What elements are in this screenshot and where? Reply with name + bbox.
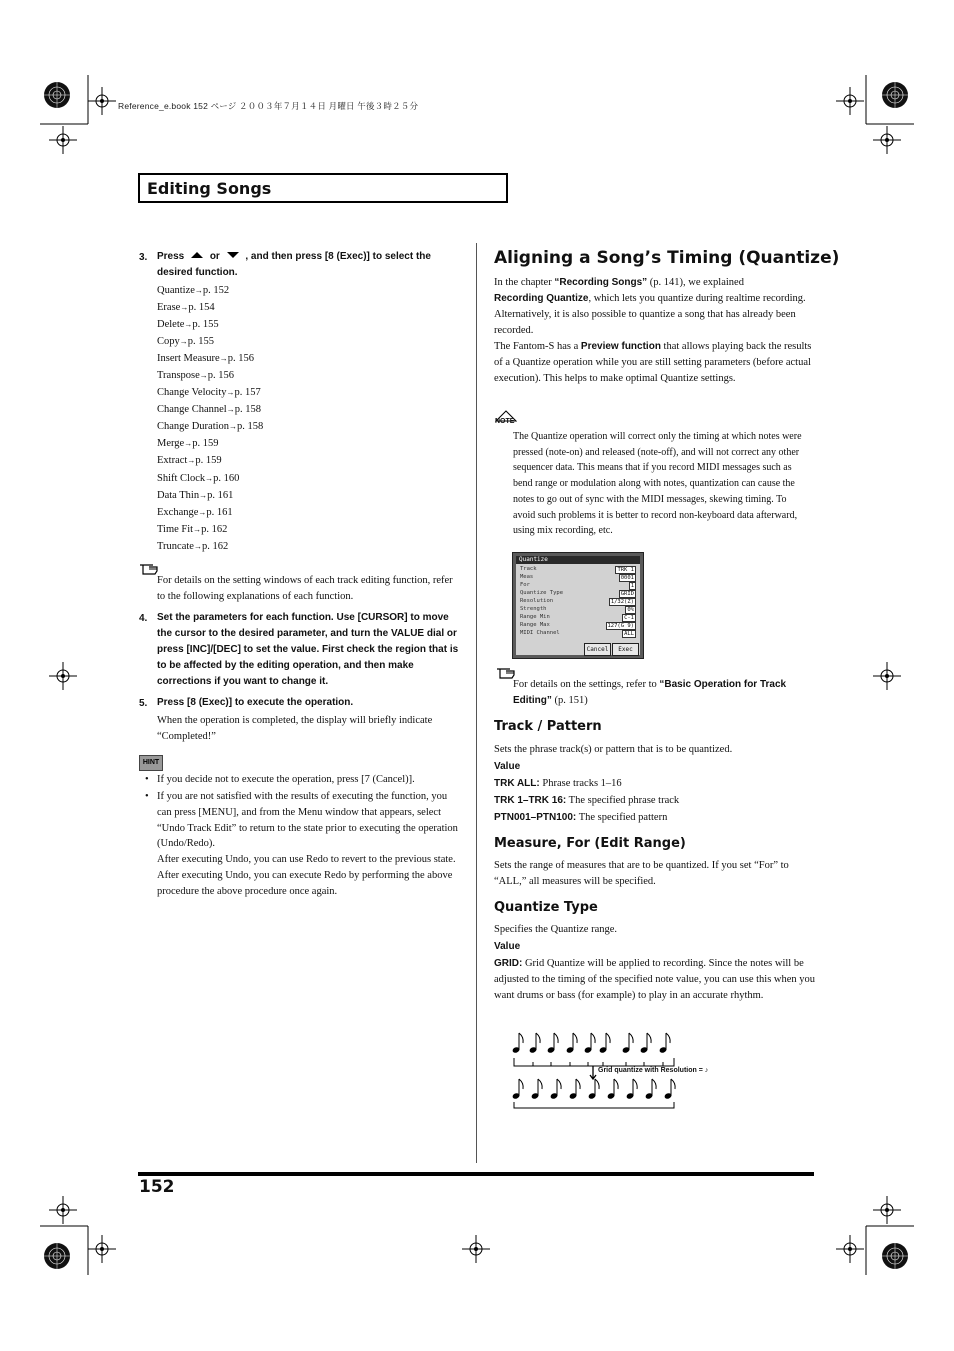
grid-desc: GRID: Grid Quantize will be applied to recording. Since the notes will be adjusted to the timing of the specified note value, you can use this when you want drums or bass (for example) to play in an accurate rhythm. — [494, 958, 816, 1001]
unquantized-note — [622, 1033, 633, 1054]
screen-param-label: For — [520, 582, 530, 588]
function-list-item: Change Duration→p. 158 — [157, 421, 264, 433]
note-text: The Quantize operation will correct only the timing at which notes were pressed (note-on) and released (note-off), and will not correct any other sequencer data. This means that if you record MIDI messages such as bend range or modulation along with notes, quantization can cause the notes to go out of sync with the MIDI messages, skewing timing. To avoid such problems it is better to record non-keyboard data afterward, using mix recording, etc. — [513, 431, 802, 537]
screen-title: Quantize — [516, 556, 640, 564]
track-desc: Sets the phrase track(s) or pattern that is to be quantized. — [494, 744, 733, 755]
screen-param-value: 0% — [627, 607, 634, 613]
qtype-value-label: Value — [494, 941, 521, 952]
measure-bracket — [514, 1058, 674, 1066]
quantized-note — [531, 1079, 542, 1100]
arrow-icon: → — [180, 303, 189, 313]
arrow-icon: → — [229, 422, 238, 432]
function-list-item: Time Fit→p. 162 — [157, 523, 228, 535]
arrow-icon: → — [179, 337, 188, 347]
track-value-label: Value — [494, 761, 521, 772]
diagram-caption: Grid quantize with Resolution = ♪ — [598, 1067, 709, 1074]
arrow-icon: → — [193, 541, 202, 551]
quantized-note — [626, 1079, 637, 1100]
measure-desc: Sets the range of measures that are to be quantized. If you set “For” to “ALL,” all measures will be specified. — [494, 860, 789, 887]
arrow-icon: → — [184, 320, 193, 330]
footer-rule — [138, 1172, 814, 1176]
trk-range-row: TRK 1–TRK 16: The specified phrase track — [494, 795, 680, 806]
note-badge: NOTE — [495, 410, 517, 428]
qtype-desc: Specifies the Quantize range. — [494, 924, 618, 935]
unquantized-note — [584, 1033, 595, 1054]
function-list-item: Exchange→p. 161 — [157, 506, 233, 518]
quantized-note — [664, 1079, 675, 1100]
screen-param-label: Track — [520, 566, 537, 572]
quantized-note — [645, 1079, 656, 1100]
arrow-icon: → — [199, 371, 208, 381]
step-4-text: Set the parameters for each function. Use [CURSOR] to move the cursor to the desired parameter, and turn the VALUE dial or press [INC]/[DEC] to set the value. First check the region that is to be affected by the editing operation, and then make corrections if you want to change it. — [157, 612, 459, 687]
arrow-icon: → — [226, 388, 235, 398]
arrow-icon: → — [194, 286, 203, 295]
function-list-item: Extract→p. 159 — [157, 455, 222, 467]
screen-param-label: Resolution — [520, 598, 554, 604]
function-list-item: Merge→p. 159 — [157, 438, 219, 450]
arrow-icon: → — [187, 456, 196, 466]
screen-param-value: 0001 — [620, 575, 634, 581]
arrow-icon: → — [198, 507, 207, 517]
quantized-note — [607, 1079, 618, 1100]
ptn-range-row: PTN001–PTN100: The specified pattern — [494, 812, 668, 823]
step-5-body: When the operation is completed, the display will briefly indicate “Completed!” — [157, 715, 433, 742]
screen-param-label: Range Min — [520, 614, 550, 620]
step-4-number: 4. — [139, 613, 148, 624]
function-list-item: Truncate→p. 162 — [157, 540, 229, 552]
function-list-item: Change Velocity→p. 157 — [157, 387, 261, 399]
screen-param-value: 127(G 9) — [607, 623, 634, 629]
unquantized-note — [547, 1033, 558, 1054]
arrow-icon: → — [184, 439, 193, 449]
section-title: Editing Songs — [147, 179, 272, 198]
screen-param-label: MIDI Channel — [520, 630, 560, 636]
quantized-note — [569, 1079, 580, 1100]
screen-param-label: Range Max — [520, 622, 550, 628]
function-list-item: Shift Clock→p. 160 — [157, 472, 240, 484]
arrow-icon: → — [193, 524, 202, 534]
step-3-number: 3. — [139, 252, 148, 263]
page-number: 152 — [139, 1177, 175, 1197]
function-list-item: Insert Measure→p. 156 — [157, 353, 254, 365]
ref-note: For details on the setting windows of each track editing function, refer to the following explanations of each function. — [157, 575, 453, 602]
screen-param-value: 1/32(Z) — [610, 599, 634, 605]
step-5-text: Press [8 (Exec)] to execute the operation. — [157, 697, 354, 708]
function-list-item: Erase→p. 154 — [157, 302, 215, 314]
function-list-item: Quantize→p. 152 — [157, 285, 230, 296]
screen-exec-button: Exec — [612, 643, 639, 656]
down-arrow-icon — [226, 251, 240, 259]
screen-param-label: Meas — [520, 574, 534, 580]
file-header: Reference_e.book 152 ページ ２００３年７月１４日 月曜日 午後３時２５分 — [118, 101, 419, 111]
screen-param-value: GRID — [620, 591, 634, 597]
screen-param-value: ALL — [624, 631, 634, 637]
function-list-item: Delete→p. 155 — [157, 319, 219, 331]
unquantized-note — [599, 1033, 610, 1054]
step-5-number: 5. — [139, 698, 148, 709]
step-3-text: Press or , and then press [8 (Exec)] to select the desired function. — [157, 251, 431, 278]
hint-item-2: • If you are not satisfied with the results of executing the function, you can press [MENU], and from the Menu window that appears, select “Undo Track Edit” to return to the state prior to executing the operation (Undo/Redo). After executing Undo, you can use Redo to revert to the previous state. After executing Undo, you can execute Redo by performing the above procedure the above procedure once again. — [145, 791, 458, 897]
measure-bracket-2 — [514, 1102, 674, 1108]
section-title-box — [138, 173, 508, 203]
hint-badge: HINT — [139, 755, 163, 771]
function-list-item: Transpose→p. 156 — [157, 370, 235, 382]
heading-quantize-type: Quantize Type — [494, 900, 598, 915]
screen-param-value: C-1 — [624, 615, 634, 621]
hint-item-1: • If you decide not to execute the operation, press [7 (Cancel)]. — [145, 774, 415, 785]
screen-param-value: 1 — [630, 583, 634, 589]
screen-param-label: Strength — [520, 606, 547, 612]
column-divider — [476, 243, 477, 1163]
quantized-note — [550, 1079, 561, 1100]
down-arrow-icon — [590, 1066, 596, 1079]
heading-measure: Measure, For (Edit Range) — [494, 836, 686, 851]
main-heading: Aligning a Song’s Timing (Quantize) — [494, 248, 840, 268]
screen-param-label: Quantize Type — [520, 590, 564, 596]
arrow-icon: → — [226, 405, 235, 415]
arrow-icon: → — [205, 473, 214, 483]
quantized-note — [512, 1079, 523, 1100]
function-list-item: Change Channel→p. 158 — [157, 404, 261, 416]
up-arrow-icon — [190, 251, 204, 259]
intro-paragraph-2: The Fantom-S has a Preview function that allows playing back the results of a Quantize operation while you are still setting parameters (before actual execution). This helps to make optimal Quantize settings. — [494, 341, 812, 384]
unquantized-note — [512, 1033, 523, 1054]
function-list-item: Copy→p. 155 — [157, 336, 215, 348]
quantize-screenshot — [512, 552, 644, 659]
trk-all-row: TRK ALL: Phrase tracks 1–16 — [494, 778, 622, 789]
unquantized-note — [659, 1033, 670, 1054]
arrow-icon: → — [199, 490, 208, 500]
arrow-icon: → — [219, 354, 228, 364]
intro-paragraph-1: In the chapter “Recording Songs” (p. 141), we explained Recording Quantize, which lets you quantize during realtime recording. Alternatively, it is also possible to quantize a song that has already been recorded. — [494, 277, 806, 336]
function-list — [157, 282, 263, 555]
screen-cancel-button: Cancel — [584, 643, 611, 656]
unquantized-note — [529, 1033, 540, 1054]
unquantized-note — [566, 1033, 577, 1054]
heading-track-pattern: Track / Pattern — [494, 719, 602, 734]
screen-param-value: TRK 1 — [617, 567, 634, 573]
settings-reference: For details on the settings, refer to “Basic Operation for Track Editing” (p. 151) — [513, 679, 787, 706]
unquantized-note — [640, 1033, 651, 1054]
function-list-item: Data Thin→p. 161 — [157, 489, 234, 501]
quantized-note — [588, 1079, 599, 1100]
